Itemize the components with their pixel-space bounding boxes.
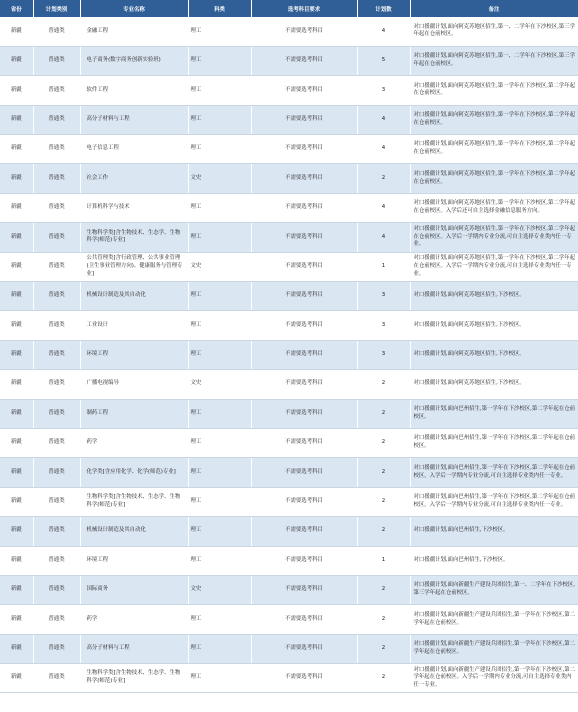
cell-province: 新疆: [0, 664, 33, 693]
cell-plan-type: 普通类: [33, 76, 80, 105]
cell-province: 新疆: [0, 223, 33, 252]
cell-subject-category: 理工: [188, 458, 251, 487]
cell-subject-category: 理工: [188, 135, 251, 164]
cell-remarks: 对口援疆计划,面向阿克苏地区招生,下沙校区。: [410, 282, 578, 311]
cell-subject-category: 理工: [188, 193, 251, 222]
cell-province: 新疆: [0, 135, 33, 164]
cell-plan-count: 2: [357, 634, 410, 663]
cell-province: 新疆: [0, 517, 33, 546]
cell-plan-type: 普通类: [33, 458, 80, 487]
header-plan-type: 计划类别: [33, 0, 80, 17]
cell-required-subjects: 不需要选考科目: [251, 517, 357, 546]
cell-plan-type: 普通类: [33, 517, 80, 546]
cell-subject-category: 理工: [188, 605, 251, 634]
cell-plan-type: 普通类: [33, 105, 80, 134]
cell-remarks: 对口援疆计划,面向阿克苏地区招生,下沙校区。: [410, 311, 578, 340]
cell-plan-type: 普通类: [33, 399, 80, 428]
cell-plan-count: 3: [357, 340, 410, 369]
cell-remarks: 对口援疆计划,面向阿克苏地区招生,第一、二学年在下沙校区,第三学年起在仓前校区。: [410, 46, 578, 75]
table-row: [0, 223, 578, 252]
cell-province: 新疆: [0, 164, 33, 193]
cell-major-name: 环境工程: [80, 340, 188, 369]
cell-plan-type: 普通类: [33, 135, 80, 164]
cell-plan-count: 2: [357, 428, 410, 457]
cell-major-name: 高分子材料与工程: [80, 105, 188, 134]
cell-subject-category: 理工: [188, 664, 251, 693]
cell-remarks: 对口援疆计划,面向巴州招生,第一学年在下沙校区,第二学年起在仓前校区。入学后一学期内专业分流,可自主选择专业类内任一专业。: [410, 458, 578, 487]
cell-province: 新疆: [0, 575, 33, 604]
cell-remarks: 对口援疆计划,面向阿克苏地区招生,下沙校区。: [410, 370, 578, 399]
cell-subject-category: 理工: [188, 76, 251, 105]
cell-province: 新疆: [0, 105, 33, 134]
cell-subject-category: 理工: [188, 17, 251, 46]
cell-plan-type: 普通类: [33, 223, 80, 252]
table-row: [0, 634, 578, 663]
cell-required-subjects: 不需要选考科目: [251, 399, 357, 428]
table-row: [0, 282, 578, 311]
cell-province: 新疆: [0, 282, 33, 311]
cell-subject-category: 理工: [188, 223, 251, 252]
header-remarks: 备注: [410, 0, 578, 17]
table-row: [0, 193, 578, 222]
cell-plan-type: 普通类: [33, 664, 80, 693]
cell-plan-count: 4: [357, 223, 410, 252]
cell-major-name: 生物科学类[含生物技术、生态学、生物科学(师范)专业]: [80, 223, 188, 252]
table-row: [0, 370, 578, 399]
cell-plan-type: 普通类: [33, 193, 80, 222]
cell-plan-type: 普通类: [33, 575, 80, 604]
cell-major-name: 药学: [80, 428, 188, 457]
cell-required-subjects: 不需要选考科目: [251, 105, 357, 134]
cell-major-name: 电子信息工程: [80, 135, 188, 164]
cell-plan-count: 1: [357, 546, 410, 575]
cell-plan-count: 3: [357, 76, 410, 105]
table-row: [0, 252, 578, 281]
cell-plan-type: 普通类: [33, 17, 80, 46]
cell-major-name: 公共管理类[含行政管理、公共事业管理(卫生事业管理方向)、健康服务与管理专业]: [80, 252, 188, 281]
header-plan-count: 计划数: [357, 0, 410, 17]
table-row: [0, 517, 578, 546]
header-row: [0, 0, 578, 17]
cell-plan-type: 普通类: [33, 252, 80, 281]
cell-subject-category: 文史: [188, 252, 251, 281]
cell-plan-count: 4: [357, 105, 410, 134]
cell-required-subjects: 不需要选考科目: [251, 575, 357, 604]
cell-remarks: 对口援疆计划,面向巴州招生,第一学年在下沙校区,第二学年起在仓前校区。: [410, 399, 578, 428]
cell-subject-category: 理工: [188, 311, 251, 340]
cell-province: 新疆: [0, 311, 33, 340]
table-row: [0, 487, 578, 516]
cell-remarks: 对口援疆计划,面向新疆生产建设兵团招生,第一学年在下沙校区,第二学年起在仓前校区。: [410, 634, 578, 663]
table-row: [0, 311, 578, 340]
cell-remarks: 对口援疆计划,面向阿克苏地区招生,下沙校区。: [410, 340, 578, 369]
cell-required-subjects: 不需要选考科目: [251, 223, 357, 252]
table-row: [0, 105, 578, 134]
table-row: [0, 76, 578, 105]
header-subject-category: 科类: [188, 0, 251, 17]
header-major-name: 专业名称: [80, 0, 188, 17]
cell-province: 新疆: [0, 370, 33, 399]
cell-plan-count: 3: [357, 282, 410, 311]
cell-province: 新疆: [0, 605, 33, 634]
cell-required-subjects: 不需要选考科目: [251, 282, 357, 311]
cell-province: 新疆: [0, 340, 33, 369]
cell-remarks: 对口援疆计划,面向阿克苏地区招生,第一学年在下沙校区,第二学年起在仓前校区。入学后一学期内专业分流,可自主选择专业类内任一专业。: [410, 223, 578, 252]
cell-remarks: 对口援疆计划,面向阿克苏地区招生,第一学年在下沙校区,第二学年起在仓前校区。: [410, 135, 578, 164]
cell-plan-type: 普通类: [33, 487, 80, 516]
cell-required-subjects: 不需要选考科目: [251, 193, 357, 222]
table-row: [0, 664, 578, 693]
cell-remarks: 对口援疆计划,面向巴州招生,下沙校区。: [410, 517, 578, 546]
cell-major-name: 机械设计制造及其自动化: [80, 282, 188, 311]
cell-plan-count: 2: [357, 487, 410, 516]
cell-remarks: 对口援疆计划,面向巴州招生,第一学年在下沙校区,第二学年起在仓前校区。: [410, 428, 578, 457]
cell-plan-count: 2: [357, 164, 410, 193]
cell-major-name: 社会工作: [80, 164, 188, 193]
cell-plan-type: 普通类: [33, 164, 80, 193]
cell-province: 新疆: [0, 546, 33, 575]
table-row: [0, 605, 578, 634]
table-row: [0, 399, 578, 428]
cell-subject-category: 理工: [188, 517, 251, 546]
cell-plan-type: 普通类: [33, 605, 80, 634]
cell-subject-category: 理工: [188, 105, 251, 134]
cell-plan-type: 普通类: [33, 546, 80, 575]
cell-subject-category: 理工: [188, 546, 251, 575]
cell-plan-count: 5: [357, 46, 410, 75]
cell-province: 新疆: [0, 487, 33, 516]
cell-plan-count: 4: [357, 17, 410, 46]
cell-remarks: 对口援疆计划,面向阿克苏地区招生,第一学年在下沙校区,第二学年起在仓前校区。入学后还可自主选择金融信息服务方向。: [410, 193, 578, 222]
cell-plan-count: 1: [357, 252, 410, 281]
cell-plan-count: 2: [357, 517, 410, 546]
cell-remarks: 对口援疆计划,面向巴州招生,下沙校区。: [410, 546, 578, 575]
cell-subject-category: 理工: [188, 487, 251, 516]
cell-subject-category: 理工: [188, 46, 251, 75]
cell-remarks: 对口援疆计划,面向新疆生产建设兵团招生,第一学年在下沙校区,第二学年起在仓前校区。: [410, 605, 578, 634]
cell-remarks: 对口援疆计划,面向阿克苏地区招生,第一、二学年在下沙校区,第三学年起在仓前校区。: [410, 17, 578, 46]
table-row: [0, 428, 578, 457]
cell-required-subjects: 不需要选考科目: [251, 17, 357, 46]
cell-major-name: 软件工程: [80, 76, 188, 105]
cell-plan-count: 2: [357, 458, 410, 487]
cell-required-subjects: 不需要选考科目: [251, 487, 357, 516]
table-row: [0, 546, 578, 575]
cell-subject-category: 文史: [188, 575, 251, 604]
cell-required-subjects: 不需要选考科目: [251, 546, 357, 575]
cell-major-name: 高分子材料与工程: [80, 634, 188, 663]
cell-required-subjects: 不需要选考科目: [251, 428, 357, 457]
table-row: [0, 164, 578, 193]
cell-required-subjects: 不需要选考科目: [251, 664, 357, 693]
cell-required-subjects: 不需要选考科目: [251, 135, 357, 164]
cell-plan-count: 2: [357, 605, 410, 634]
cell-plan-count: 2: [357, 664, 410, 693]
cell-subject-category: 理工: [188, 428, 251, 457]
cell-province: 新疆: [0, 428, 33, 457]
table-row: [0, 46, 578, 75]
cell-province: 新疆: [0, 399, 33, 428]
cell-required-subjects: 不需要选考科目: [251, 634, 357, 663]
cell-remarks: 对口援疆计划,面向新疆生产建设兵团招生,第一学年在下沙校区,第二学年起在仓前校区。入学后一学期内专业分流,可自主选择专业类内任一专业。: [410, 664, 578, 693]
cell-required-subjects: 不需要选考科目: [251, 605, 357, 634]
cell-major-name: 金融工程: [80, 17, 188, 46]
cell-plan-type: 普通类: [33, 370, 80, 399]
cell-required-subjects: 不需要选考科目: [251, 46, 357, 75]
header-required-subjects: 选考科目要求: [251, 0, 357, 17]
cell-required-subjects: 不需要选考科目: [251, 76, 357, 105]
cell-subject-category: 理工: [188, 399, 251, 428]
cell-province: 新疆: [0, 46, 33, 75]
cell-province: 新疆: [0, 193, 33, 222]
cell-province: 新疆: [0, 17, 33, 46]
table-row: [0, 340, 578, 369]
cell-province: 新疆: [0, 252, 33, 281]
table-header: [0, 0, 578, 17]
cell-subject-category: 理工: [188, 340, 251, 369]
cell-province: 新疆: [0, 458, 33, 487]
cell-plan-count: 2: [357, 575, 410, 604]
cell-plan-type: 普通类: [33, 634, 80, 663]
cell-major-name: 环境工程: [80, 546, 188, 575]
cell-plan-count: 2: [357, 370, 410, 399]
cell-required-subjects: 不需要选考科目: [251, 340, 357, 369]
cell-plan-count: 2: [357, 399, 410, 428]
cell-remarks: 对口援疆计划,面向阿克苏地区招生,第一学年在下沙校区,第二学年起在仓前校区。: [410, 164, 578, 193]
cell-major-name: 广播电视编导: [80, 370, 188, 399]
cell-subject-category: 文史: [188, 164, 251, 193]
table-body: [0, 17, 578, 693]
table-row: [0, 135, 578, 164]
cell-major-name: 药学: [80, 605, 188, 634]
cell-required-subjects: 不需要选考科目: [251, 458, 357, 487]
cell-subject-category: 理工: [188, 282, 251, 311]
table-row: [0, 575, 578, 604]
cell-required-subjects: 不需要选考科目: [251, 164, 357, 193]
cell-major-name: 计算机科学与技术: [80, 193, 188, 222]
cell-required-subjects: 不需要选考科目: [251, 311, 357, 340]
cell-plan-count: 4: [357, 193, 410, 222]
table-row: [0, 458, 578, 487]
cell-major-name: 生物科学类[含生物技术、生态学、生物科学(师范)专业]: [80, 664, 188, 693]
cell-remarks: 对口援疆计划,面向阿克苏地区招生,第一学年在下沙校区,第二学年起在仓前校区。: [410, 105, 578, 134]
cell-plan-count: 3: [357, 311, 410, 340]
cell-subject-category: 文史: [188, 370, 251, 399]
cell-major-name: 国际商务: [80, 575, 188, 604]
cell-remarks: 对口援疆计划,面向新疆生产建设兵团招生,第一、二学年在下沙校区,第三学年起在仓前校区。: [410, 575, 578, 604]
cell-plan-type: 普通类: [33, 428, 80, 457]
cell-major-name: 机械设计制造及其自动化: [80, 517, 188, 546]
cell-province: 新疆: [0, 634, 33, 663]
cell-plan-type: 普通类: [33, 46, 80, 75]
cell-subject-category: 理工: [188, 634, 251, 663]
header-province: 省份: [0, 0, 33, 17]
cell-remarks: 对口援疆计划,面向巴州招生,第一学年在下沙校区,第二学年起在仓前校区。入学后一学期内专业分流,可自主选择专业类内任一专业。: [410, 487, 578, 516]
cell-major-name: 电子商务(数字商务创新实验班): [80, 46, 188, 75]
cell-plan-type: 普通类: [33, 282, 80, 311]
cell-major-name: 化学类[含应用化学、化学(师范)专业]: [80, 458, 188, 487]
cell-major-name: 生物科学类[含生物技术、生态学、生物科学(师范)专业]: [80, 487, 188, 516]
cell-major-name: 工业设计: [80, 311, 188, 340]
cell-required-subjects: 不需要选考科目: [251, 252, 357, 281]
cell-required-subjects: 不需要选考科目: [251, 370, 357, 399]
cell-remarks: 对口援疆计划,面向阿克苏地区招生,第一学年在下沙校区,第二学年起在仓前校区。入学后一学期内专业分流,可自主选择专业类内任一专业。: [410, 252, 578, 281]
cell-province: 新疆: [0, 76, 33, 105]
cell-plan-type: 普通类: [33, 311, 80, 340]
cell-remarks: 对口援疆计划,面向阿克苏地区招生,第一学年在下沙校区,第二学年起在仓前校区。: [410, 76, 578, 105]
cell-major-name: 制药工程: [80, 399, 188, 428]
table-row: [0, 17, 578, 46]
cell-plan-type: 普通类: [33, 340, 80, 369]
cell-plan-count: 4: [357, 135, 410, 164]
